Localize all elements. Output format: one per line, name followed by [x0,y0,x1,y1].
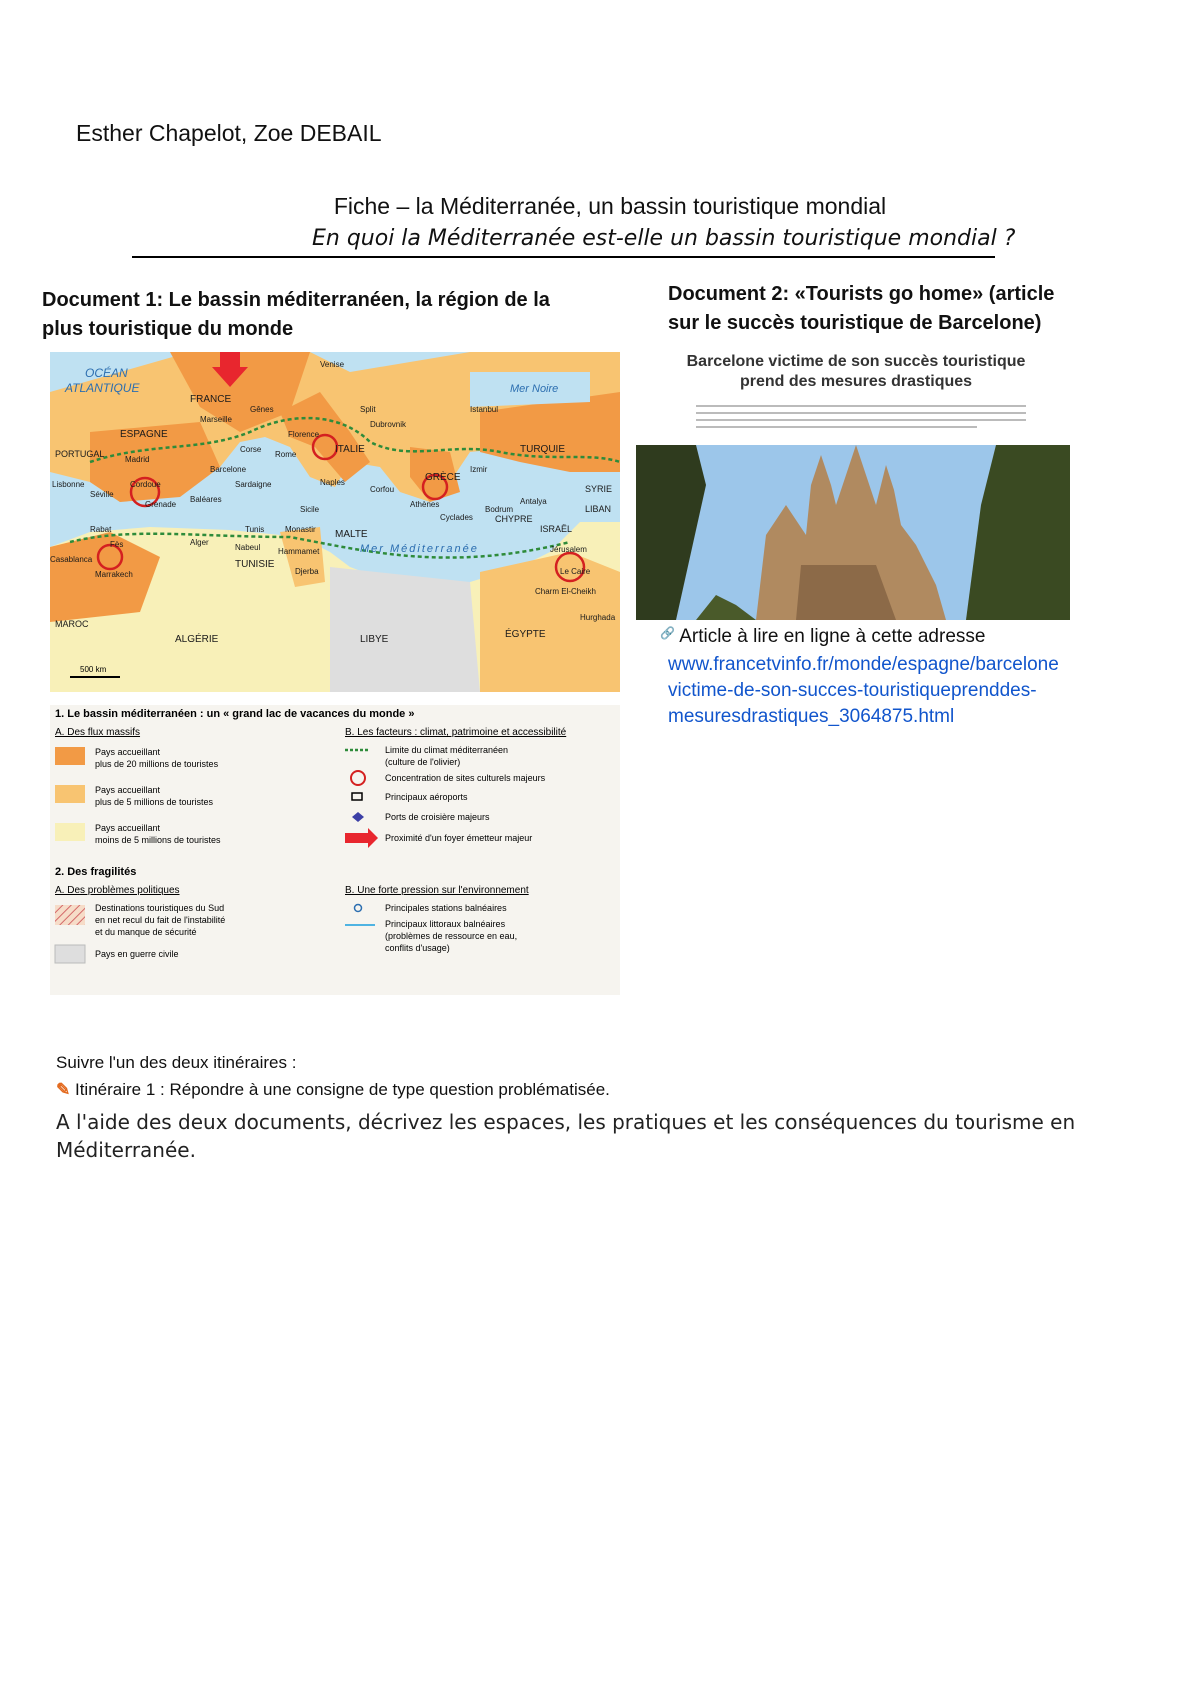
country-label: MAROC [55,619,89,629]
city-label: Sardaigne [235,480,272,489]
country-label: ISRAËL [540,524,573,534]
legend-text: en net recul du fait de l'instabilité [95,915,226,925]
sea-label: OCÉAN [85,366,128,380]
city-label: Baléares [190,495,222,504]
city-label: Rome [275,450,297,459]
country-label: LIBAN [585,504,612,514]
city-label: Fès [110,540,124,549]
article-link-line1[interactable]: www.francetvinfo.fr/monde/espagne/barcelone [668,654,1059,675]
map-graphic [50,352,620,692]
article-note-text: Article à lire en ligne à cette adresse [679,626,986,647]
legend-text: Destinations touristiques du Sud [95,903,225,913]
city-label: Monastir [285,525,316,534]
city-label: Marrakech [95,570,133,579]
title-underline [132,256,995,258]
city-label: Venise [320,360,345,369]
city-label: Charm El-Cheikh [535,587,596,596]
legend-graphic [50,705,620,995]
city-label: Cyclades [440,513,473,522]
scale-label: 500 km [80,665,107,674]
city-label: Tunis [245,525,265,534]
cultural-circle-symbol [351,771,365,785]
legend-text: Proximité d'un foyer émetteur majeur [385,833,533,843]
city-label: Istanbul [470,405,499,414]
legend-text: moins de 5 millions de touristes [95,835,221,845]
country-label: LIBYE [360,634,389,645]
itinerary-1-text: Itinéraire 1 : Répondre à une consigne de type question problématisée. [74,1080,610,1099]
consigne-text: A l'aide des deux documents, décrivez les espaces, les pratiques et les conséquences du tourisme en Méditerranée. [56,1110,1076,1162]
legend-text: et du manque de sécurité [95,927,197,937]
libya-land [330,567,480,692]
cruise-port-symbol [352,812,364,822]
map-legend [50,705,620,995]
city-label: Casablanca [50,555,93,564]
city-label: Bodrum [485,505,514,514]
article-note [660,626,985,648]
city-label: Split [360,405,376,414]
article-headline-2: prend des mesures drastiques [739,373,973,390]
country-label: GRÈCE [425,472,461,483]
legend-text: (problèmes de ressource en eau, [385,931,518,941]
city-label: Dubrovnik [370,420,407,429]
city-label: Gênes [250,405,274,414]
sagrada-familia-photo [636,445,1070,620]
city-label: Rabat [90,525,112,534]
legend-text: Pays accueillant [95,823,161,833]
doc2-title-line1: Document 2: «Tourists go home» (article [668,283,1055,305]
doc1-title [42,286,602,344]
article-link[interactable] [668,652,1118,730]
city-label: Izmir [470,465,488,474]
arrow-symbol [345,828,378,848]
legend-text: Pays accueillant [95,747,161,757]
country-label: MALTE [335,529,368,540]
city-label: Séville [90,490,114,499]
swatch-5m [55,785,85,803]
country-label: TURQUIE [520,444,565,455]
city-label: Barcelone [210,465,247,474]
city-label: Lisbonne [52,480,85,489]
photo-graphic [636,445,1070,620]
legend-col-b2: B. Une forte pression sur l'environnement [345,885,529,896]
city-label: Cordoue [130,480,161,489]
legend-col-a: A. Des flux massifs [55,727,141,738]
legend-text: Principaux aéroports [385,792,468,802]
country-label: SYRIE [585,484,613,494]
city-label: Alger [190,538,209,547]
city-label: Grenade [145,500,177,509]
country-label: ITALIE [335,444,365,455]
swatch-civil-war [55,945,85,963]
city-label: Nabeul [235,543,261,552]
article-clip [636,345,1076,445]
pencil-icon: ✎ [56,1080,71,1099]
city-label: Sicile [300,505,320,514]
legend-text: (culture de l'olivier) [385,757,461,767]
itinerary-1 [56,1080,610,1100]
legend-text: Pays accueillant [95,785,161,795]
legend-heading-1: 1. Le bassin méditerranéen : un « grand lac de vacances du monde » [55,708,415,720]
legend-text: Principaux littoraux balnéaires [385,919,506,929]
sea-label: ATLANTIQUE [65,381,140,395]
egypt-land [480,552,620,692]
article-link-line3[interactable]: mesuresdrastiques_3064875.html [668,706,955,727]
swatch-hatched [55,905,85,925]
legend-text: Pays en guerre civile [95,949,179,959]
city-label: Madrid [125,455,150,464]
country-label: TUNISIE [235,559,275,570]
city-label: Corfou [370,485,395,494]
city-label: Antalya [520,497,547,506]
country-label: FRANCE [190,394,232,405]
legend-text: Ports de croisière majeurs [385,812,490,822]
sea-label: Mer Méditerranée [360,543,479,555]
legend-text: plus de 5 millions de touristes [95,797,214,807]
doc1-title-line1: Document 1: Le bassin méditerranéen, la région de la [42,289,550,311]
city-label: Marseille [200,415,233,424]
city-label: Djerba [295,567,319,576]
legend-heading-2: 2. Des fragilités [55,866,137,878]
city-label: Athènes [410,500,440,509]
swatch-20m [55,747,85,765]
city-label: Corse [240,445,262,454]
article-link-line2[interactable]: victime-de-son-succes-touristiqueprenddes- [668,680,1037,701]
city-label: Jérusalem [550,545,587,554]
page-question: En quoi la Méditerranée est-elle un bassin touristique mondial ? [312,226,1016,251]
legend-text: Concentration de sites culturels majeurs [385,773,546,783]
mediterranean-map [50,352,620,692]
swatch-less-5m [55,823,85,841]
legend-text: Principales stations balnéaires [385,903,507,913]
doc2-title [668,280,1108,338]
link-icon: 🔗 [660,626,675,640]
legend-col-b: B. Les facteurs : climat, patrimoine et accessibilité [345,727,567,738]
legend-col-a2: A. Des problèmes politiques [55,885,180,896]
sea-label: Mer Noire [510,383,559,395]
legend-text: plus de 20 millions de touristes [95,759,219,769]
city-label: Hammamet [278,547,320,556]
country-label: PORTUGAL [55,449,105,459]
authors: Esther Chapelot, Zoe DEBAIL [76,120,382,146]
country-label: ESPAGNE [120,429,168,440]
legend-text: conflits d'usage) [385,943,450,953]
country-label: CHYPRE [495,514,533,524]
doc2-title-line2: sur le succès touristique de Barcelone) [668,312,1042,334]
city-label: Le Caire [560,567,591,576]
article-body-placeholder [696,400,1026,433]
country-label: ÉGYPTE [505,629,546,640]
airport-symbol [352,793,362,800]
page-title: Fiche – la Méditerranée, un bassin touristique mondial [333,193,887,219]
city-label: Naples [320,478,345,487]
country-label: ALGÉRIE [175,634,219,645]
instructions-intro: Suivre l'un des deux itinéraires : [56,1053,297,1072]
doc1-title-line2: plus touristique du monde [42,318,294,340]
city-label: Florence [288,430,320,439]
article-headline-1: Barcelone victime de son succès touristique [686,353,1026,370]
legend-text: Limite du climat méditerranéen [385,745,509,755]
resort-symbol [355,905,362,912]
city-label: Hurghada [580,613,616,622]
